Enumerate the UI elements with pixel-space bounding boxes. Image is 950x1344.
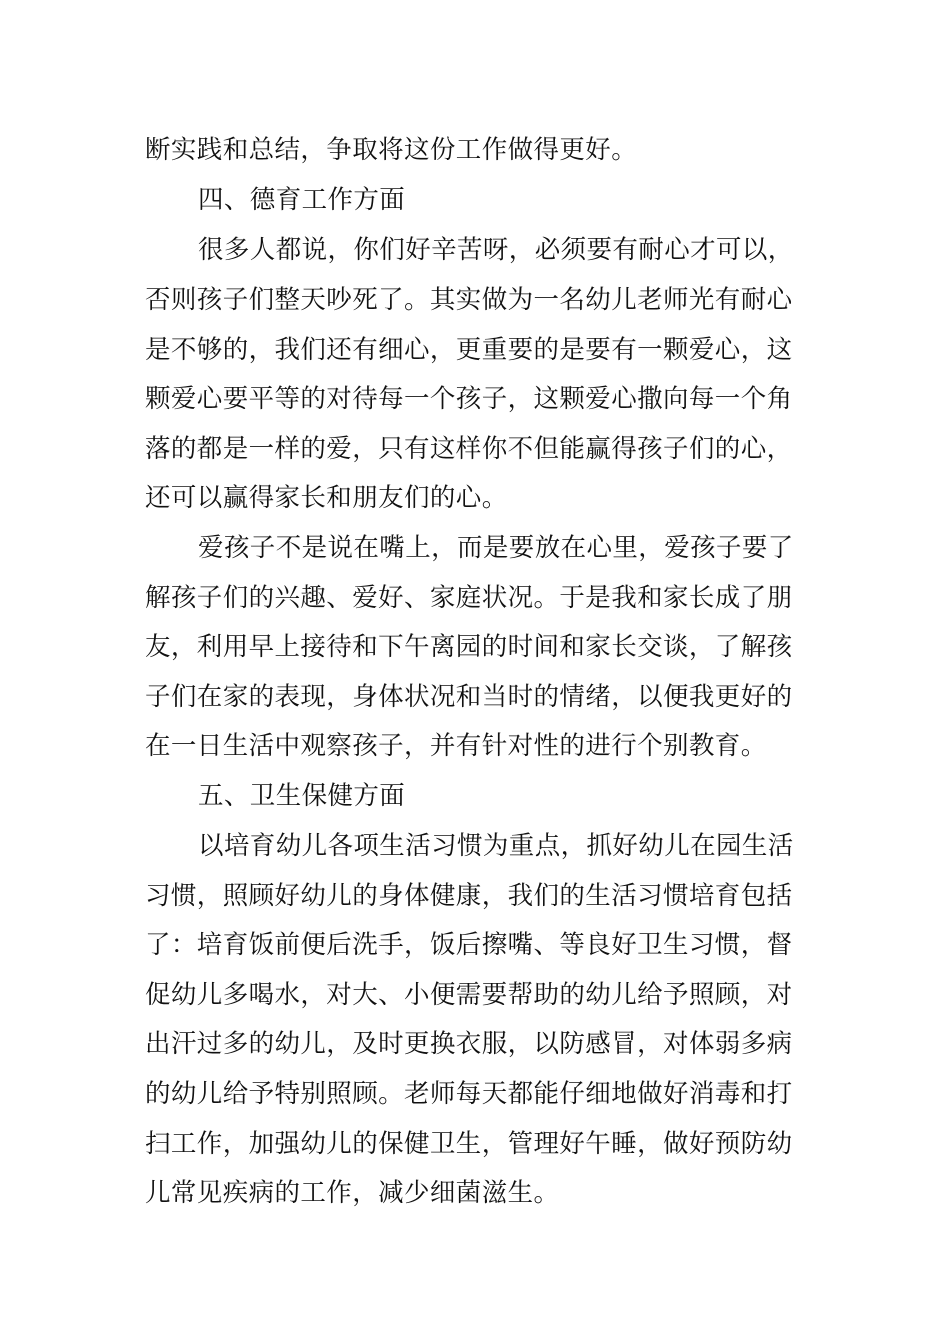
text-line: 友，利用早上接待和下午离园的时间和家长交谈，了解孩	[145, 632, 793, 662]
text-line: 是不够的，我们还有细心，更重要的是要有一颗爱心，这	[145, 335, 793, 365]
text-line: 还可以赢得家长和朋友们的心。	[145, 483, 508, 513]
text-line: 解孩子们的兴趣、爱好、家庭状况。于是我和家长成了朋	[145, 583, 793, 613]
section-heading: 五、卫生保健方面	[198, 781, 406, 811]
text-line: 以培育幼儿各项生活习惯为重点，抓好幼儿在园生活	[198, 831, 794, 861]
text-line: 断实践和总结，争取将这份工作做得更好。	[145, 135, 638, 165]
text-line: 在一日生活中观察孩子，并有针对性的进行个别教育。	[145, 731, 767, 761]
text-line: 子们在家的表现，身体状况和当时的情绪，以便我更好的	[145, 682, 793, 712]
text-line: 落的都是一样的爱，只有这样你不但能赢得孩子们的心，	[145, 434, 793, 464]
text-line: 了：培育饭前便后洗手，饭后擦嘴、等良好卫生习惯，督	[145, 930, 793, 960]
text-line: 促幼儿多喝水，对大、小便需要帮助的幼儿给予照顾，对	[145, 980, 793, 1010]
text-line: 儿常见疾病的工作，减少细菌滋生。	[145, 1178, 560, 1208]
text-line: 否则孩子们整天吵死了。其实做为一名幼儿老师光有耐心	[145, 285, 793, 315]
section-heading: 四、德育工作方面	[198, 185, 406, 215]
text-line: 出汗过多的幼儿，及时更换衣服，以防感冒，对体弱多病	[145, 1029, 793, 1059]
text-line: 很多人都说，你们好辛苦呀，必须要有耐心才可以，	[198, 235, 794, 265]
text-line: 的幼儿给予特别照顾。老师每天都能仔细地做好消毒和打	[145, 1079, 793, 1109]
text-line: 颗爱心要平等的对待每一个孩子，这颗爱心撒向每一个角	[145, 384, 793, 414]
text-line: 爱孩子不是说在嘴上，而是要放在心里，爱孩子要了	[198, 533, 794, 563]
text-line: 扫工作，加强幼儿的保健卫生，管理好午睡，做好预防幼	[145, 1129, 793, 1159]
text-line: 习惯，照顾好幼儿的身体健康，我们的生活习惯培育包括	[145, 881, 793, 911]
